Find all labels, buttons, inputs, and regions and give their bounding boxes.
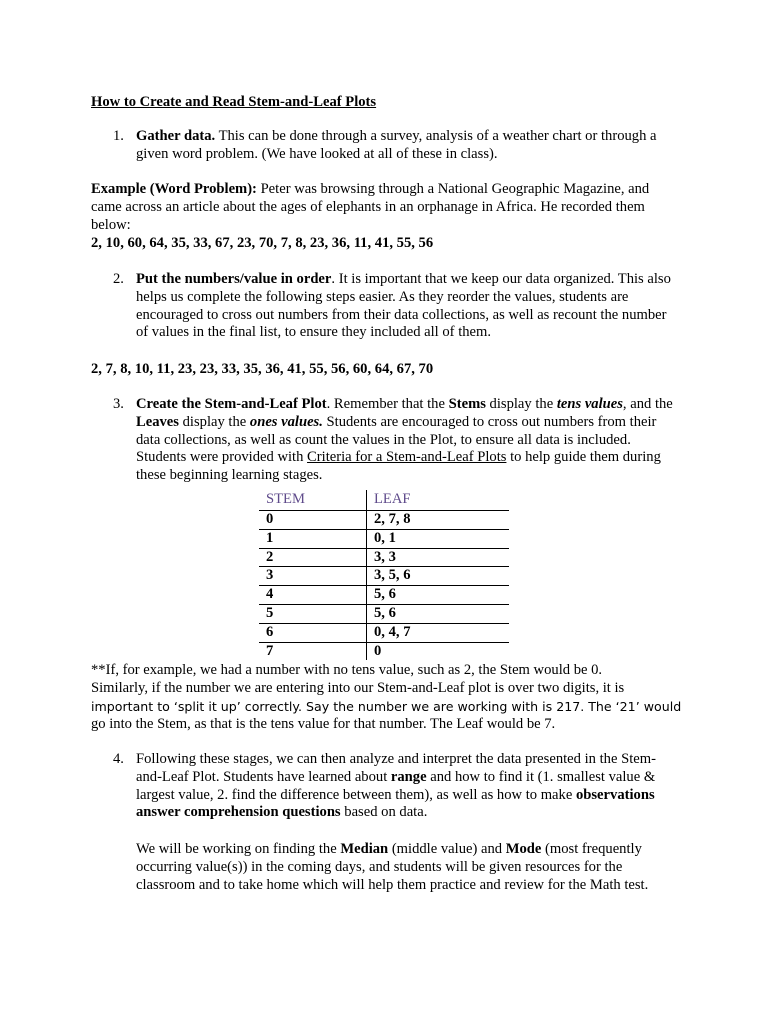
note-line-4: go into the Stem, as that is the tens value for that number. The Leaf would be 7.: [91, 716, 556, 732]
step-3-text: [136, 396, 678, 485]
stem-cell: 7: [259, 642, 367, 660]
leaf-cell: 0, 4, 7: [367, 623, 510, 642]
criteria-link[interactable]: Criteria for a Stem-and-Leaf Plots: [307, 449, 507, 466]
step-3-bold-stems: Stems: [448, 396, 486, 412]
step-3-text-5: Students are encouraged to cross out numbers from their data collections, as well as count the values in the Plot, to ensure all data is included. Students were provided with: [136, 413, 657, 466]
step-2-bold: Put the numbers/value in order: [136, 271, 332, 287]
stem-cell: 2: [259, 548, 367, 567]
leaf-header: LEAF: [374, 491, 411, 508]
step-2-body: . It is important that we keep our data organized. This also helps us complete the following steps easier. As they reorder the values, students are encouraged to cross out numbers from their data collections, as well as recount the number of values in the final list, to ensure they included all of them.: [136, 271, 671, 341]
ordered-numbers: 2, 7, 8, 10, 11, 23, 23, 33, 35, 36, 41, 55, 56, 60, 64, 67, 70: [91, 361, 434, 377]
step-3-text-4: display the: [178, 413, 250, 430]
step-3-text-2: display the: [485, 396, 557, 412]
step-4-p2-text-3: (most frequently occurring value(s)) in the coming days, and students will be given resources for the classroom and to take home which will help them practice and review for the Math test.: [136, 841, 649, 893]
table-header-row: [259, 490, 509, 511]
stem-leaf-table: [259, 490, 509, 660]
note-line-1: **If, for example, we had a number with no tens value, such as 2, the Stem would be 0.: [91, 662, 603, 678]
leaf-cell: 3, 3: [367, 548, 510, 567]
table-row: [259, 623, 509, 642]
table-row: [259, 586, 509, 605]
leaf-cell: 2, 7, 8: [367, 511, 510, 530]
page-title: How to Create and Read Stem-and-Leaf Plots: [91, 94, 377, 110]
note-line-3: important to ‘split it up’ correctly. Say the number we are working with is 217. The ‘21’ would: [91, 699, 682, 714]
step-4-text-2: and how to find it (1. smallest value & largest value, 2. find the difference between them), as well as how to make: [136, 768, 656, 803]
step-3-text-6: to help guide them during these beginning learning stages.: [136, 449, 661, 484]
table-row: [259, 642, 509, 660]
step-4-number: 4.: [113, 751, 124, 767]
step-4-bold-observations: observations answer comprehension questions: [136, 786, 655, 821]
step-3-tens-values: tens values: [556, 396, 623, 412]
step-4-p2-text-2: (middle value) and: [388, 841, 506, 857]
step-3-text-3: , and the: [622, 396, 673, 412]
leaf-cell: 0: [367, 642, 510, 660]
step-3-bold-leaves: Leaves: [136, 413, 179, 430]
step-4-text: [136, 751, 678, 822]
step-3-number: 3.: [113, 396, 124, 412]
leaf-cell: 0, 1: [367, 529, 510, 548]
leaf-cell: 3, 5, 6: [367, 567, 510, 586]
step-2-number: 2.: [113, 271, 124, 287]
stem-cell: 3: [259, 567, 367, 586]
leaf-cell: 5, 6: [367, 586, 510, 605]
table-row: [259, 548, 509, 567]
table-row: [259, 604, 509, 623]
stem-cell: 5: [259, 604, 367, 623]
step-4-text-3: based on data.: [340, 804, 428, 821]
step-1-bold: Gather data.: [136, 128, 216, 144]
example-numbers: 2, 10, 60, 64, 35, 33, 67, 23, 70, 7, 8, 23, 36, 11, 41, 55, 56: [91, 235, 434, 251]
example-text: Peter was browsing through a National Geographic Magazine, and came across an article about the ages of elephants in an orphanage in Africa. He recorded them below:: [91, 181, 650, 233]
table-row: [259, 511, 509, 530]
note-line-2: Similarly, if the number we are entering into our Stem-and-Leaf plot is over two digits, it is: [91, 680, 625, 696]
stem-cell: 4: [259, 586, 367, 605]
step-3-text-1: . Remember that the: [326, 396, 449, 412]
step-1-number: 1.: [113, 128, 124, 144]
leaf-cell: 5, 6: [367, 604, 510, 623]
stem-cell: 6: [259, 623, 367, 642]
table-row: [259, 567, 509, 586]
step-2-text: [136, 271, 678, 342]
step-4-paragraph-2: [136, 841, 678, 894]
step-4-bold-range: range: [390, 768, 427, 785]
step-4-bold-mode: Mode: [505, 841, 542, 857]
step-4-text-1: Following these stages, we can then analyze and interpret the data presented in the Stem-and-Leaf Plot. Students have learned about: [136, 751, 656, 785]
step-4-bold-median: Median: [340, 841, 389, 857]
table-row: [259, 529, 509, 548]
step-3-ones-values: ones values.: [249, 413, 323, 430]
step-1-text: [136, 128, 678, 164]
stem-header: STEM: [259, 490, 367, 511]
example-paragraph: [91, 181, 681, 234]
example-label: Example (Word Problem):: [91, 181, 257, 197]
stem-cell: 0: [259, 511, 367, 530]
stem-cell: 1: [259, 529, 367, 548]
step-4-p2-text-1: We will be working on finding the: [136, 841, 341, 857]
step-3-bold-title: Create the Stem-and-Leaf Plot: [136, 396, 327, 412]
step-1-body: This can be done through a survey, analysis of a weather chart or through a given word problem. (We have looked at all of these in class).: [136, 128, 657, 162]
